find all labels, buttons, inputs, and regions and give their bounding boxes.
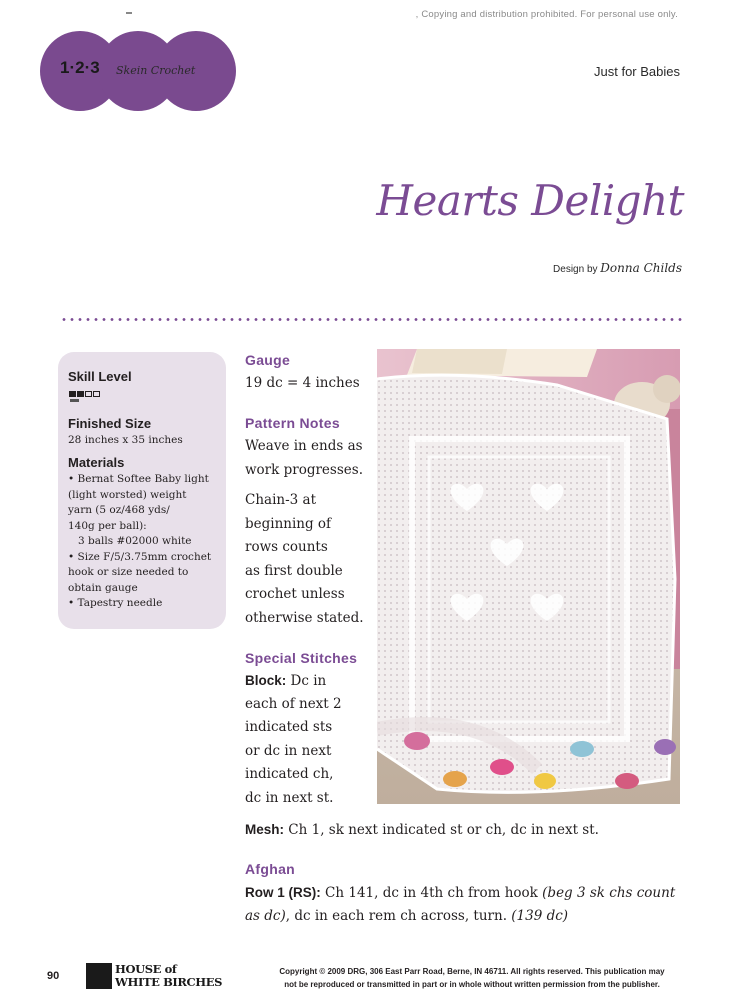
copyright-line: Copyright © 2009 DRG, 306 East Parr Road, Berne, IN 46711. All rights reserved. This publication may	[279, 967, 665, 976]
block-line: dc in next st.	[245, 789, 334, 806]
publisher-line: HOUSE of	[115, 962, 177, 976]
row1-text: Ch 141, dc in 4th ch from hook	[320, 885, 543, 901]
note-line: rows counts	[245, 539, 328, 555]
afghan-heading: Afghan	[245, 861, 296, 877]
row1-label: Row 1 (RS):	[245, 885, 321, 900]
gauge-heading: Gauge	[245, 352, 291, 368]
section-label: Just for Babies	[594, 64, 680, 79]
materials-line: 140g per ball):	[68, 519, 147, 532]
materials-line: obtain gauge	[68, 581, 138, 594]
special-stitches-heading: Special Stitches	[245, 650, 358, 666]
note-line: crochet unless	[245, 586, 345, 602]
series-logo	[40, 31, 236, 111]
designer-name: Donna Childs	[600, 261, 682, 275]
afghan-photo	[377, 349, 680, 804]
design-credit	[553, 261, 682, 275]
skill-level-caption	[70, 399, 79, 402]
materials-line: yarn (5 oz/468 yds/	[68, 504, 170, 516]
dotted-divider	[60, 318, 684, 321]
logo-numbers: 1·2·3	[60, 58, 100, 77]
skill-info-box	[58, 352, 226, 629]
copyright-notice: , Copying and distribution prohibited. For personal use only.	[415, 9, 678, 20]
note-line: Chain-3 at	[245, 492, 317, 508]
row1-count: (139 dc)	[511, 907, 569, 924]
publisher-line: WHITE BIRCHES	[115, 975, 223, 989]
materials-line: • Tapestry needle	[68, 597, 163, 609]
logo-script: Skein Crochet	[116, 64, 196, 77]
note-line: otherwise stated.	[245, 609, 364, 626]
footer-copyright	[237, 965, 707, 991]
mesh-line	[245, 818, 599, 843]
gauge-text: 19 dc = 4 inches	[245, 375, 360, 391]
pattern-title: Hearts Delight	[376, 176, 684, 225]
materials-line: • Bernat Softee Baby light	[68, 473, 209, 485]
note-line: beginning of	[245, 515, 332, 532]
note-line: as first double	[245, 562, 343, 579]
materials-line: (light worsted) weight	[68, 488, 187, 501]
mesh-label: Mesh:	[245, 822, 285, 837]
materials-line: hook or size needed to	[68, 566, 189, 578]
block-line: indicated ch,	[245, 766, 334, 782]
materials-label: Materials	[68, 455, 125, 470]
block-line: or dc in next	[245, 742, 332, 759]
row1-text: , dc in each rem ch across, turn.	[285, 907, 512, 924]
corner-mark	[126, 12, 132, 14]
finished-size-value: 28 inches x 35 inches	[68, 434, 183, 446]
note-line: Weave in ends as	[245, 438, 363, 454]
note-line: work progresses.	[245, 461, 363, 478]
finished-size-label: Finished Size	[68, 416, 152, 431]
copyright-line: not be reproduced or transmitted in part or in whole without written permission from the publisher.	[284, 980, 660, 989]
page-number: 90	[47, 970, 60, 982]
skill-level-meter	[69, 391, 100, 397]
block-label: Block:	[245, 673, 287, 688]
materials-line: • Size F/5/3.75mm crochet	[68, 550, 212, 563]
block-text: Dc in	[286, 673, 327, 689]
skill-level-label: Skill Level	[68, 369, 132, 384]
row1-note: (beg 3 sk chs count	[542, 885, 676, 901]
row1-note: as dc)	[245, 907, 286, 924]
mesh-text: Ch 1, sk next indicated st or ch, dc in next st.	[284, 822, 599, 838]
block-line: each of next 2	[245, 695, 342, 712]
row1-line	[245, 905, 568, 929]
publisher-logo	[86, 962, 226, 990]
design-by-prefix: Design by	[553, 264, 598, 275]
block-line: indicated sts	[245, 719, 333, 735]
birch-tree-icon	[86, 963, 112, 989]
block-line	[245, 669, 326, 694]
row1-line	[245, 881, 675, 906]
pattern-notes-heading: Pattern Notes	[245, 415, 340, 431]
materials-line: 3 balls #02000 white	[78, 535, 192, 547]
